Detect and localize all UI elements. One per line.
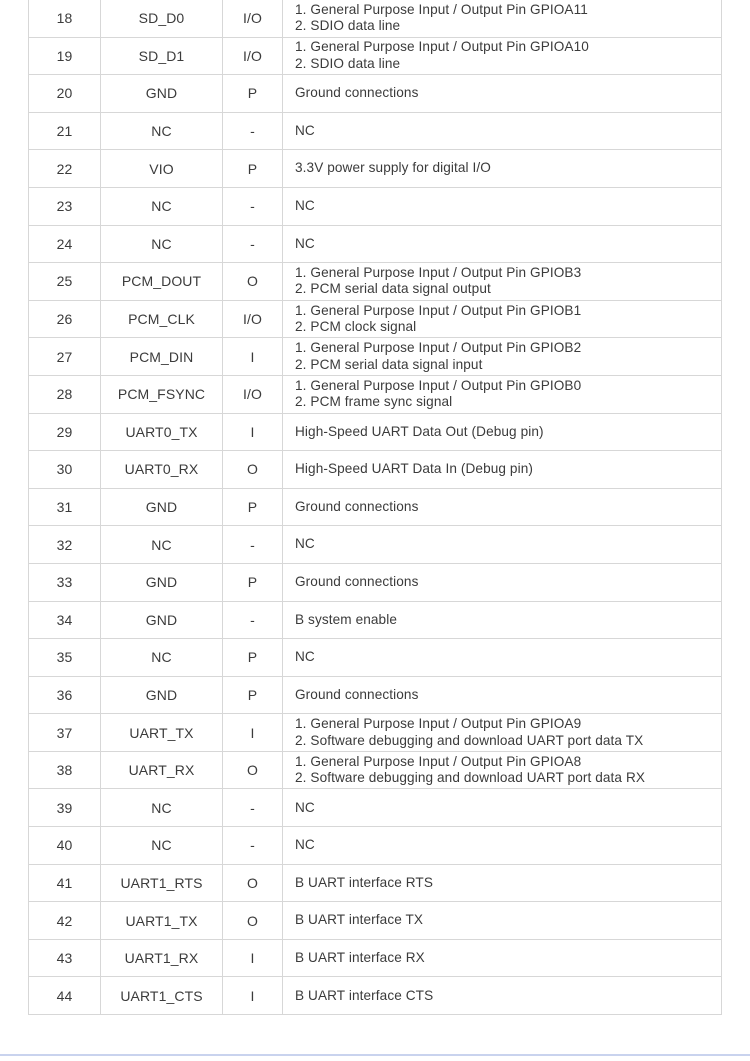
pin-description-line: Ground connections [295, 686, 419, 702]
pin-description-cell [283, 789, 721, 826]
pin-name-cell: PCM_FSYNC [101, 376, 223, 413]
pin-number-cell: 26 [29, 301, 101, 338]
table-row [29, 865, 721, 903]
pin-type-cell: P [223, 489, 283, 526]
table-row [29, 38, 721, 76]
pin-name-cell: GND [101, 489, 223, 526]
pin-type-cell: O [223, 865, 283, 902]
pin-name-cell: UART_TX [101, 714, 223, 751]
table-row [29, 752, 721, 790]
pin-description-cell [283, 0, 721, 37]
pin-description-table [28, 0, 722, 1015]
pin-description-cell [283, 526, 721, 563]
pin-description-line: 3.3V power supply for digital I/O [295, 160, 491, 176]
pin-description-line: Ground connections [295, 498, 419, 514]
pin-type-cell: I/O [223, 301, 283, 338]
pin-description-cell [283, 75, 721, 112]
pin-description-line: 2. SDIO data line [295, 18, 401, 34]
pin-name-cell: UART0_TX [101, 414, 223, 451]
pin-description-line: 1. General Purpose Input / Output Pin GPIOB2 [295, 340, 582, 356]
pin-number-cell: 37 [29, 714, 101, 751]
pin-description-line: B UART interface CTS [295, 987, 434, 1003]
pin-description-line: 1. General Purpose Input / Output Pin GPIOA8 [295, 753, 582, 769]
pin-type-cell: - [223, 188, 283, 225]
pin-description-line: NC [295, 536, 315, 552]
pin-description-line: 1. General Purpose Input / Output Pin GPIOA11 [295, 1, 588, 17]
pin-number-cell: 20 [29, 75, 101, 112]
pin-number-cell: 34 [29, 602, 101, 639]
pin-description-line: B UART interface RX [295, 949, 425, 965]
pin-description-cell [283, 602, 721, 639]
pin-description-cell [283, 865, 721, 902]
pin-name-cell: PCM_DOUT [101, 263, 223, 300]
table-row [29, 677, 721, 715]
table-row [29, 0, 721, 38]
pin-description-line: 1. General Purpose Input / Output Pin GPIOB3 [295, 265, 582, 281]
table-row [29, 602, 721, 640]
pin-name-cell: GND [101, 677, 223, 714]
pin-description-cell [283, 414, 721, 451]
pin-name-cell: NC [101, 789, 223, 826]
table-row [29, 489, 721, 527]
pin-type-cell: O [223, 752, 283, 789]
table-row [29, 451, 721, 489]
pin-number-cell: 31 [29, 489, 101, 526]
pin-number-cell: 43 [29, 940, 101, 977]
pin-name-cell: UART1_CTS [101, 977, 223, 1014]
pin-description-cell [283, 940, 721, 977]
pin-description-line: 2. Software debugging and download UART port data RX [295, 770, 646, 786]
table-row [29, 526, 721, 564]
pin-description-line: NC [295, 799, 315, 815]
pin-name-cell: NC [101, 188, 223, 225]
table-row [29, 977, 721, 1015]
pin-description-line: B UART interface RTS [295, 874, 433, 890]
pin-type-cell: P [223, 639, 283, 676]
pin-table-body [29, 0, 721, 1015]
pin-description-line: Ground connections [295, 85, 419, 101]
pin-type-cell: - [223, 827, 283, 864]
pin-description-line: High-Speed UART Data Out (Debug pin) [295, 423, 544, 439]
pin-number-cell: 36 [29, 677, 101, 714]
pin-name-cell: PCM_DIN [101, 338, 223, 375]
pin-type-cell: - [223, 226, 283, 263]
pin-description-cell [283, 902, 721, 939]
pin-number-cell: 27 [29, 338, 101, 375]
pin-name-cell: GND [101, 602, 223, 639]
pin-type-cell: I/O [223, 376, 283, 413]
pin-type-cell: P [223, 75, 283, 112]
pin-name-cell: GND [101, 564, 223, 601]
pin-description-line: 1. General Purpose Input / Output Pin GPIOA10 [295, 39, 589, 55]
pin-description-line: 2. PCM serial data signal output [295, 281, 491, 297]
pin-type-cell: P [223, 150, 283, 187]
pin-type-cell: I/O [223, 0, 283, 37]
pin-type-cell: O [223, 902, 283, 939]
pin-number-cell: 33 [29, 564, 101, 601]
table-row [29, 376, 721, 414]
pin-number-cell: 30 [29, 451, 101, 488]
table-row [29, 75, 721, 113]
pin-number-cell: 19 [29, 38, 101, 75]
table-row [29, 789, 721, 827]
pin-description-line: 2. SDIO data line [295, 55, 401, 71]
pin-name-cell: SD_D1 [101, 38, 223, 75]
pin-description-line: 2. PCM frame sync signal [295, 394, 453, 410]
pin-name-cell: NC [101, 113, 223, 150]
pin-description-cell [283, 714, 721, 751]
pin-name-cell: VIO [101, 150, 223, 187]
pin-description-cell [283, 150, 721, 187]
pin-description-cell [283, 226, 721, 263]
pin-description-line: NC [295, 649, 315, 665]
table-row [29, 188, 721, 226]
pin-type-cell: I [223, 714, 283, 751]
pin-description-line: NC [295, 122, 315, 138]
pin-number-cell: 44 [29, 977, 101, 1014]
pin-description-cell [283, 489, 721, 526]
pin-description-cell [283, 639, 721, 676]
pin-number-cell: 40 [29, 827, 101, 864]
pin-description-cell [283, 827, 721, 864]
pin-name-cell: UART1_RX [101, 940, 223, 977]
pin-type-cell: O [223, 451, 283, 488]
pin-description-cell [283, 376, 721, 413]
pin-type-cell: - [223, 113, 283, 150]
table-row [29, 714, 721, 752]
table-row [29, 902, 721, 940]
pin-name-cell: UART1_TX [101, 902, 223, 939]
pin-type-cell: P [223, 564, 283, 601]
table-row [29, 414, 721, 452]
pin-description-line: 1. General Purpose Input / Output Pin GPIOB1 [295, 302, 582, 318]
pin-description-cell [283, 977, 721, 1014]
table-row [29, 226, 721, 264]
pin-type-cell: I/O [223, 38, 283, 75]
pin-name-cell: PCM_CLK [101, 301, 223, 338]
pin-description-line: 2. PCM serial data signal input [295, 356, 483, 372]
pin-description-cell [283, 263, 721, 300]
pin-type-cell: - [223, 526, 283, 563]
pin-description-line: High-Speed UART Data In (Debug pin) [295, 461, 533, 477]
pin-description-line: 1. General Purpose Input / Output Pin GPIOB0 [295, 377, 582, 393]
pin-type-cell: P [223, 677, 283, 714]
pin-name-cell: SD_D0 [101, 0, 223, 37]
pin-type-cell: - [223, 789, 283, 826]
pin-number-cell: 32 [29, 526, 101, 563]
table-row [29, 564, 721, 602]
pin-description-line: NC [295, 198, 315, 214]
pin-description-cell [283, 38, 721, 75]
pin-description-cell [283, 752, 721, 789]
pin-name-cell: UART0_RX [101, 451, 223, 488]
table-row [29, 338, 721, 376]
pin-description-line: 2. PCM clock signal [295, 319, 417, 335]
table-row [29, 639, 721, 677]
pin-description-line: Ground connections [295, 574, 419, 589]
pin-name-cell: NC [101, 639, 223, 676]
pin-type-cell: I [223, 940, 283, 977]
pin-number-cell: 23 [29, 188, 101, 225]
pin-type-cell: O [223, 263, 283, 300]
pin-description-line: NC [295, 235, 315, 251]
pin-number-cell: 41 [29, 865, 101, 902]
pin-description-line: B system enable [295, 611, 397, 627]
pin-description-line: 1. General Purpose Input / Output Pin GPIOA9 [295, 716, 582, 732]
pin-type-cell: - [223, 602, 283, 639]
table-row [29, 263, 721, 301]
pin-number-cell: 25 [29, 263, 101, 300]
pin-number-cell: 42 [29, 902, 101, 939]
pin-description-cell [283, 113, 721, 150]
pin-description-cell [283, 451, 721, 488]
pin-number-cell: 29 [29, 414, 101, 451]
pin-number-cell: 22 [29, 150, 101, 187]
table-row [29, 113, 721, 151]
pin-number-cell: 35 [29, 639, 101, 676]
table-row [29, 301, 721, 339]
pin-number-cell: 38 [29, 752, 101, 789]
pin-description-line: 2. Software debugging and download UART port data TX [295, 732, 644, 748]
pin-number-cell: 18 [29, 0, 101, 37]
pin-description-line: NC [295, 837, 315, 853]
pin-name-cell: UART1_RTS [101, 865, 223, 902]
pin-number-cell: 28 [29, 376, 101, 413]
pin-name-cell: UART_RX [101, 752, 223, 789]
pin-name-cell: NC [101, 827, 223, 864]
pin-description-line: B UART interface TX [295, 912, 424, 928]
table-row [29, 940, 721, 978]
pin-number-cell: 39 [29, 789, 101, 826]
pin-description-cell [283, 564, 721, 601]
pin-description-cell [283, 301, 721, 338]
pin-name-cell: NC [101, 226, 223, 263]
pin-type-cell: I [223, 977, 283, 1014]
section-divider [0, 1054, 750, 1056]
pin-name-cell: NC [101, 526, 223, 563]
table-row [29, 150, 721, 188]
pin-description-cell [283, 188, 721, 225]
pin-description-cell [283, 338, 721, 375]
pin-description-cell [283, 677, 721, 714]
pin-number-cell: 24 [29, 226, 101, 263]
table-row [29, 827, 721, 865]
pin-name-cell: GND [101, 75, 223, 112]
pin-number-cell: 21 [29, 113, 101, 150]
pin-type-cell: I [223, 338, 283, 375]
pin-type-cell: I [223, 414, 283, 451]
